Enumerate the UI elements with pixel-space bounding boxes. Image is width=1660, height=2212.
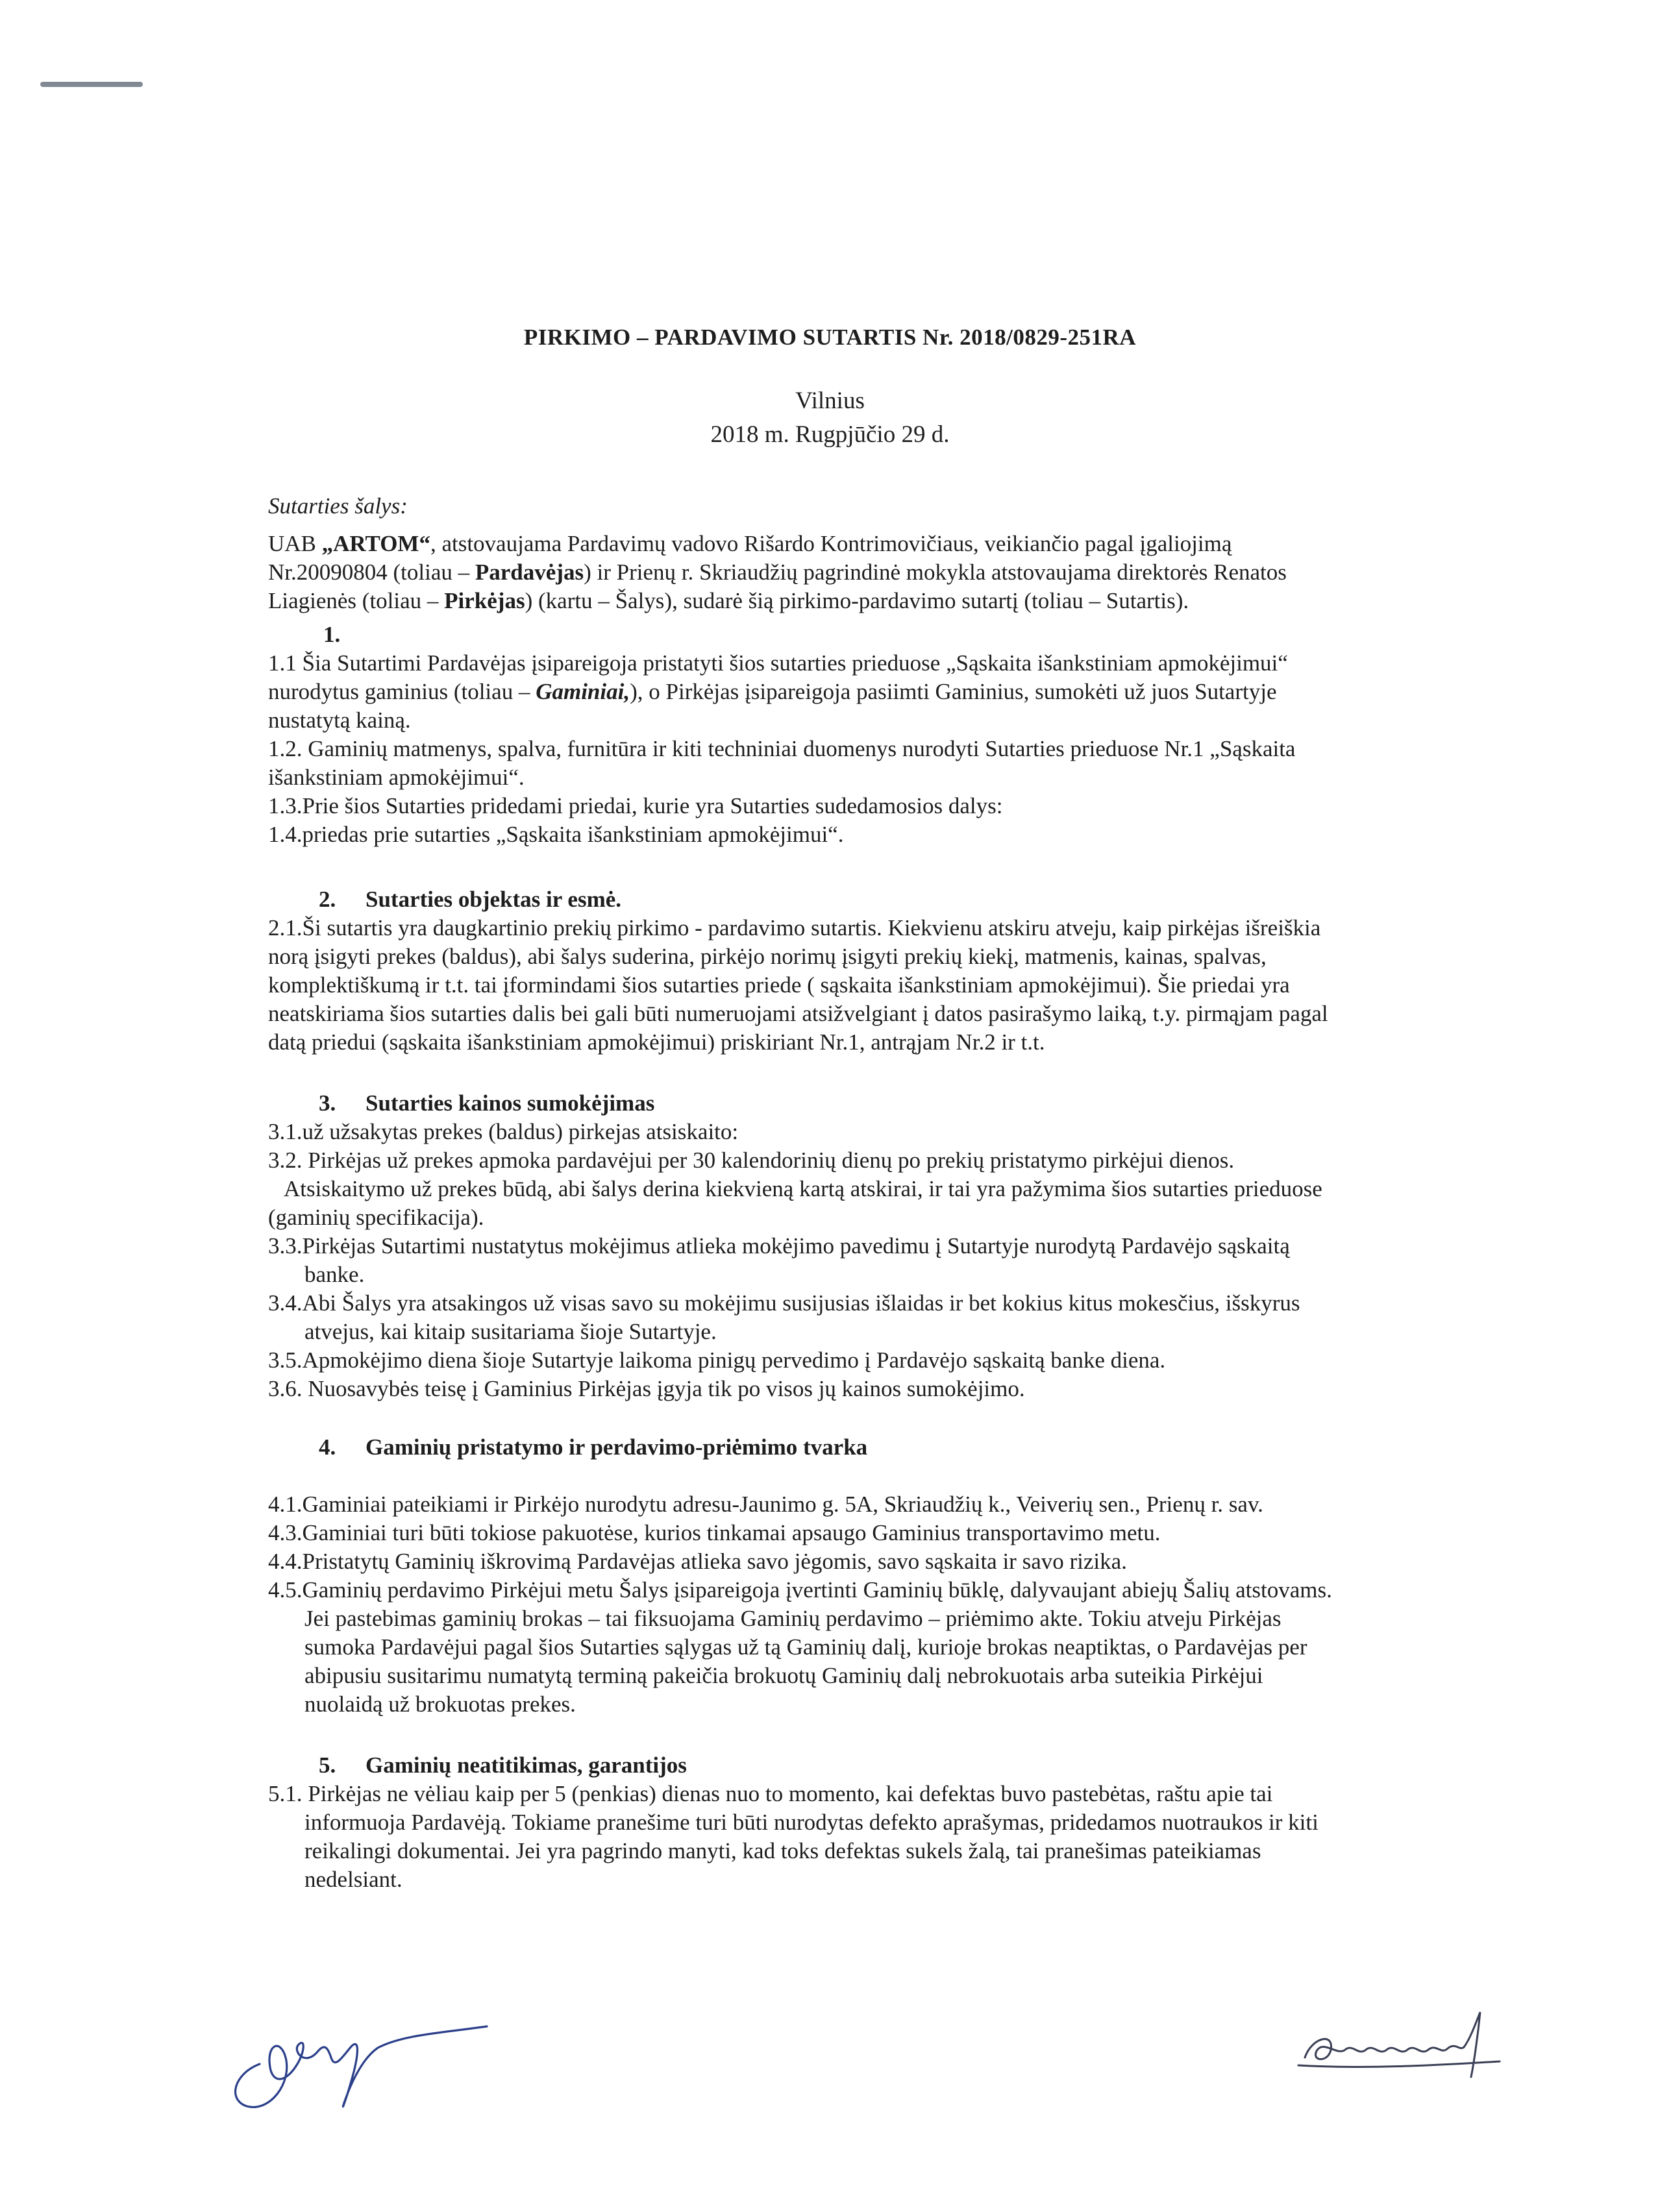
clause-3-2: 3.2. Pirkėjas už prekes apmoka pardavėjui per 30 kalendorinių dienų po prekių pristatymo pirkėjui dienos. <box>268 1148 1235 1173</box>
section-1 <box>268 621 1452 849</box>
parties-line-3: Liagienės (toliau – Pirkėjas) (kartu – Šalys), sudarė šią pirkimo-pardavimo sutartį (toliau – Sutartis). <box>268 588 1189 613</box>
clause-1-1-line-2: nurodytus gaminius (toliau – Gaminiai,), o Pirkėjas įsipareigoja pasiimti Gaminius, sumokėti už juos Sutartyje <box>268 679 1277 704</box>
section-1-number: 1. <box>323 622 341 647</box>
clause-2-1-line-5: datą priedui (sąskaita išankstiniam apmokėjimui) priskiriant Nr.1, antrąjam Nr.2 ir t.t. <box>268 1029 1045 1055</box>
clause-3-6: 3.6. Nuosavybės teisę į Gaminius Pirkėjas įgyja tik po visos jų kainos sumokėjimo. <box>268 1376 1025 1401</box>
clause-4-1: 4.1.Gaminiai pateikiami ir Pirkėjo nurodytu adresu-Jaunimo g. 5A, Skriaudžių k., Veiverių sen., Prienų r. sav. <box>268 1492 1263 1517</box>
clause-2-1-line-2: norą įsigyti prekes (baldus), abi šalys suderina, pirkėjo norimų įsigyti prekių kiekį, matmenis, kainas, spalvas, <box>268 944 1267 969</box>
clause-1-3: 1.3.Prie šios Sutarties pridedami priedai, kurie yra Sutarties sudedamosios dalys: <box>268 793 1003 818</box>
clause-3-2-payment-line-2: (gaminių specifikacija). <box>268 1205 484 1230</box>
clause-4-5-line-4: abipusiu susitarimu numatytą terminą pakeičia brokuotų Gaminių dalį nebrokuotais arba suteikia Pirkėjui <box>304 1663 1263 1688</box>
clause-3-3-line-1: 3.3.Pirkėjas Sutartimi nustatytus mokėjimus atlieka mokėjimo pavedimu į Sutartyje nurodytą Pardavėjo sąskaitą <box>268 1233 1290 1259</box>
clause-5-1-line-3: reikalingi dokumentai. Jei yra pagrindo manyti, kad toks defektas sukels žalą, tai pranešimas pateikiamas <box>304 1838 1261 1863</box>
section-4 <box>268 1490 1452 1719</box>
clause-1-2-line-1: 1.2. Gaminių matmenys, spalva, furnitūra ir kiti techniniai duomenys nurodyti Sutarties prieduose Nr.1 „Sąskaita <box>268 736 1296 761</box>
section-3-heading: 3. Sutarties kainos sumokėjimas <box>319 1090 655 1116</box>
clause-5-1-line-1: 5.1. Pirkėjas ne vėliau kaip per 5 (penkias) dienas nuo to momento, kai defektas buvo pastebėtas, raštu apie tai <box>268 1781 1273 1806</box>
clause-2-1-line-3: komplektiškumą ir t.t. tai įformindami šios sutarties priede ( sąskaita išankstiniam apmokėjimui). Šie priedai yra <box>268 972 1290 998</box>
clause-3-1: 3.1.už užsakytas prekes (baldus) pirkejas atsiskaito: <box>268 1119 739 1144</box>
clause-3-4-line-2: atvejus, kai kitaip susitariama šioje Sutartyje. <box>304 1319 717 1344</box>
clause-4-3: 4.3.Gaminiai turi būti tokiose pakuotėse, kurios tinkamai apsaugo Gaminius transportavimo metu. <box>268 1520 1161 1545</box>
clause-4-5-line-5: nuolaidą už brokuotas prekes. <box>304 1691 576 1717</box>
section-3 <box>268 1089 1452 1403</box>
parties-label: Sutarties šalys: <box>268 493 408 519</box>
parties-line-2: Nr.20090804 (toliau – Pardavėjas) ir Prienų r. Skriaudžių pagrindinė mokykla atstovaujama direktorės Renatos <box>268 559 1287 585</box>
clause-2-1-line-4: neatskiriama šios sutarties dalis bei gali būti numeruojami atsižvelgiant į datos pasirašymo laiką, t.y. pirmąjam pagal <box>268 1001 1328 1026</box>
clause-3-5: 3.5.Apmokėjimo diena šioje Sutartyje laikoma pinigų pervedimo į Pardavėjo sąskaitą banke diena. <box>268 1347 1166 1373</box>
clause-1-2-line-2: išankstiniam apmokėjimui“. <box>268 765 525 790</box>
document-date: 2018 m. Rugpjūčio 29 d. <box>710 421 950 448</box>
clause-3-4-line-1: 3.4.Abi Šalys yra atsakingos už visas savo su mokėjimu susijusias išlaidas ir bet kokius kitus mokesčius, išskyrus <box>268 1290 1300 1316</box>
clause-1-4: 1.4.priedas prie sutarties „Sąskaita išankstiniam apmokėjimui“. <box>268 822 844 847</box>
document-title: PIRKIMO – PARDAVIMO SUTARTIS Nr. 2018/0829-251RA <box>523 325 1137 350</box>
section-4-title-block <box>268 1433 1452 1462</box>
scan-mark <box>40 82 143 87</box>
clause-1-1-line-3: nustatytą kainą. <box>268 707 411 733</box>
clause-3-2-payment-line-1: Atsiskaitymo už prekes būdą, abi šalys derina kiekvieną kartą atskirai, ir tai yra pažymima šios sutarties prieduose <box>284 1176 1322 1201</box>
document-city: Vilnius <box>795 387 865 414</box>
clause-4-5-line-3: sumoka Pardavėjui pagal šios Sutarties sąlygas už tą Gaminių dalį, kurioje brokas neaptiktas, o Pardavėjas per <box>304 1634 1307 1660</box>
clause-3-3-line-2: banke. <box>304 1262 365 1287</box>
parties-paragraph <box>268 530 1452 615</box>
parties-line-1: UAB „ARTOM“, atstovaujama Pardavimų vadovo Rišardo Kontrimovičiaus, veikiančio pagal įgaliojimą <box>268 531 1232 556</box>
section-5-heading: 5. Gaminių neatitikimas, garantijos <box>319 1752 687 1778</box>
clause-5-1-line-2: informuoja Pardavėją. Tokiame pranešime turi būti nurodytas defekto aprašymas, pridedamos nuotraukos ir kiti <box>304 1810 1319 1835</box>
clause-5-1-line-4: nedelsiant. <box>304 1867 403 1892</box>
seller-signature <box>1285 1980 1519 2103</box>
section-5 <box>268 1751 1452 1894</box>
buyer-signature <box>208 1986 493 2122</box>
section-4-heading: 4. Gaminių pristatymo ir perdavimo-priėmimo tvarka <box>319 1434 868 1460</box>
clause-1-1-line-1: 1.1 Šia Sutartimi Pardavėjas įsipareigoja pristatyti šios sutarties prieduose „Sąskaita išankstiniam apmokėjimui“ <box>268 650 1288 676</box>
clause-4-5-line-2: Jei pastebimas gaminių brokas – tai fiksuojama Gaminių perdavimo – priėmimo akte. Tokiu atveju Pirkėjas <box>304 1606 1282 1631</box>
clause-4-4: 4.4.Pristatytų Gaminių iškrovimą Pardavėjas atlieka savo jėgomis, savo sąskaita ir savo rizika. <box>268 1549 1127 1574</box>
section-2-heading: 2. Sutarties objektas ir esmė. <box>319 887 622 912</box>
clause-2-1-line-1: 2.1.Ši sutartis yra daugkartinio prekių pirkimo - pardavimo sutartis. Kiekvienu atskiru atveju, kaip pirkėjas išreiškia <box>268 915 1321 940</box>
clause-4-5-line-1: 4.5.Gaminių perdavimo Pirkėjui metu Šalys įsipareigoja įvertinti Gaminių būklę, dalyvaujant abiejų Šalių atstovams. <box>268 1577 1332 1603</box>
section-2 <box>268 885 1452 1057</box>
